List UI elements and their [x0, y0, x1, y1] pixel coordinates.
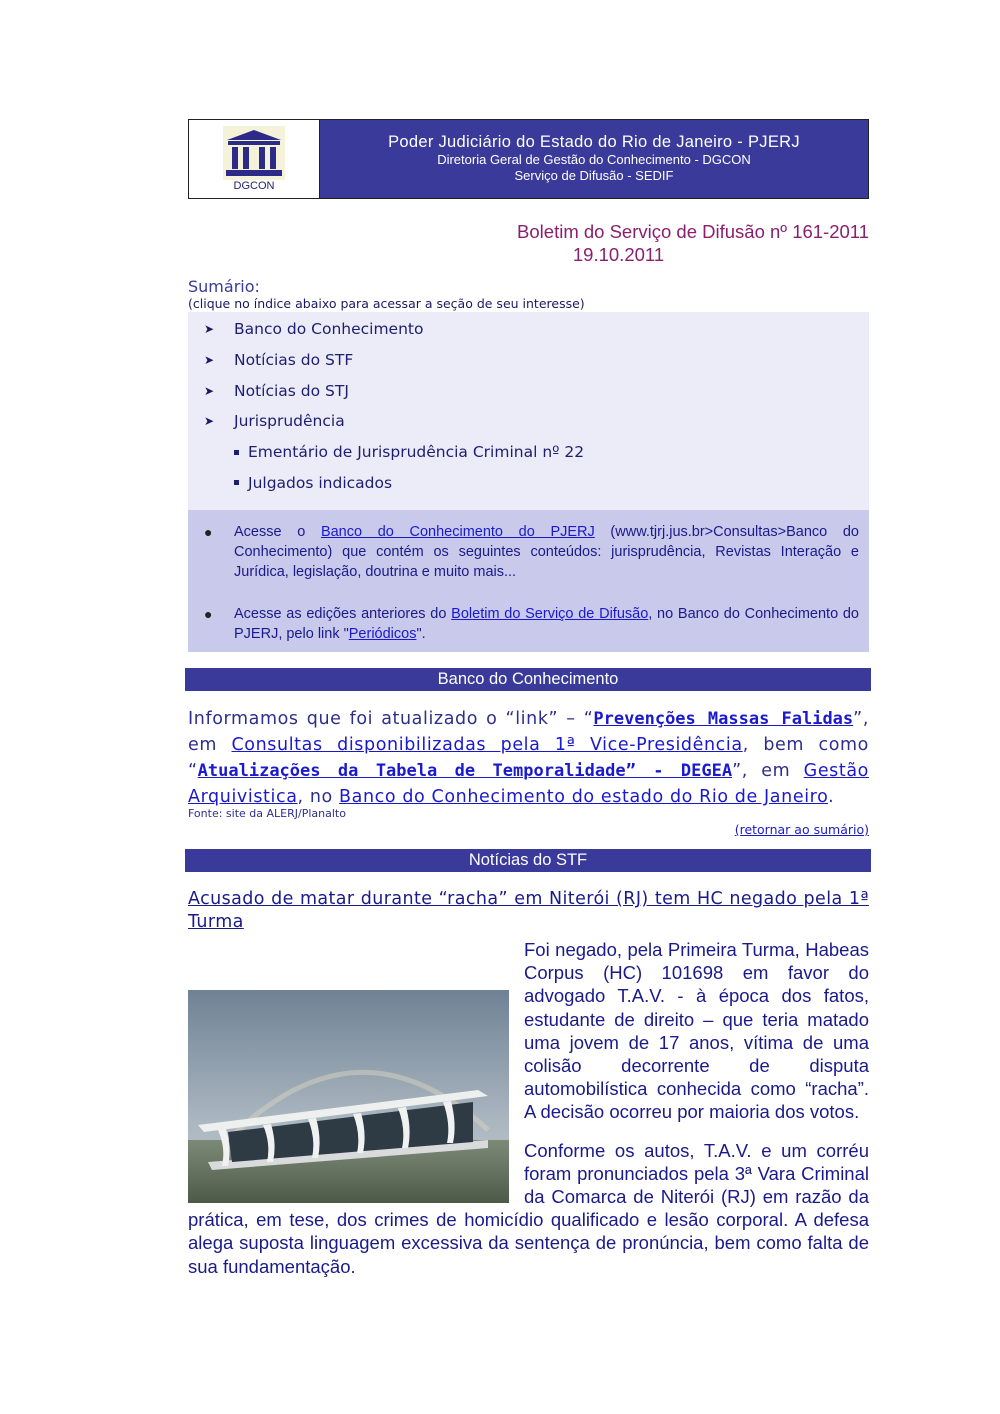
- header: [188, 119, 869, 199]
- gestao-arquivistica-link[interactable]: Gestão Arquivistica: [188, 761, 869, 808]
- news-body-text: [188, 938, 869, 1278]
- dot-bullet-icon: ●: [204, 606, 213, 623]
- banco-conhecimento-link[interactable]: Banco do Conhecimento do PJERJ: [320, 524, 595, 541]
- section-noticias-stf: Notícias do STF: [185, 849, 871, 872]
- return-to-summary: [188, 822, 869, 837]
- logo-text: DGCON: [233, 180, 275, 192]
- info-bullet-2: ● Acesse as edições anteriores do Boletim do Serviço de Difusão, no Banco do Conhecimento do PJERJ, pelo link "Periódicos".: [204, 606, 860, 643]
- info-bullet-1: ● Acesse o Banco do Conhecimento do PJERJ (www.tjrj.jus.br>Consultas>Banco do Conhecimento) que contém os seguintes conteúdos: jurisprudência, Revistas Interação e Jurídica, legislação, doutrina e muito mais...: [204, 524, 859, 581]
- toc-item-stj[interactable]: ➤ Notícias do STJ: [204, 375, 869, 406]
- section-banco-conhecimento: Banco do Conhecimento: [185, 668, 871, 691]
- banco-conhecimento-rj-link[interactable]: Banco do Conhecimento do estado do Rio de Janeiro: [339, 787, 829, 808]
- toc-subitem-ementario[interactable]: Ementário de Jurisprudência Criminal nº 22: [204, 437, 869, 468]
- header-subtitle: Diretoria Geral de Gestão do Conhecimento - DGCON: [437, 152, 751, 167]
- document-page: [188, 119, 869, 934]
- source-note: Fonte: site da ALERJ/Planalto: [188, 807, 346, 821]
- banco-paragraph: Informamos que foi atualizado o “link” – “Prevenções Massas Falidas”, em Consultas disponibilizadas pela 1ª Vice-Presidência, bem como “Atualizações da Tabela de Temporalidade” - DEGEA”, em Gestão Arquivistica, no Banco do Conhecimento do estado do Rio de Janeiro.: [188, 709, 869, 808]
- arrow-bullet-icon: ➤: [204, 322, 215, 337]
- news-paragraph-2-text: Conforme os autos, T.A.V. e um corréu foram pronunciados pela 3ª Vara Criminal da Comarca de Niterói (RJ) em razão da prática, em tese, dos crimes de homicídio qualificado e lesão corporal. A defesa alega suposta linguagem excessiva da sentença de pronúncia, bem como falta de sua fundamentação.: [188, 1139, 869, 1277]
- toc-item-stf[interactable]: ➤ Notícias do STF: [204, 345, 869, 376]
- arrow-bullet-icon: ➤: [204, 353, 215, 368]
- summary-note: (clique no índice abaixo para acessar a seção de seu interesse): [188, 296, 585, 311]
- boletim-link[interactable]: Boletim do Serviço de Difusão: [451, 606, 649, 623]
- courthouse-icon: [223, 126, 285, 180]
- consultas-vice-presidencia-link[interactable]: Consultas disponibilizadas pela 1ª Vice-Presidência: [231, 735, 743, 756]
- toc-item-jurisprudencia[interactable]: ➤ Jurisprudência: [204, 406, 869, 437]
- header-service: Serviço de Difusão - SEDIF: [514, 168, 674, 183]
- dot-bullet-icon: ●: [204, 524, 213, 541]
- logo: [189, 120, 320, 198]
- news-headline-link[interactable]: Acusado de matar durante “racha” em Niterói (RJ) tem HC negado pela 1ª Turma: [188, 889, 869, 933]
- toc-item-banco[interactable]: ➤ Banco do Conhecimento: [204, 314, 869, 345]
- tabela-temporalidade-link[interactable]: Atualizações da Tabela de Temporalidade” - DEGEA: [197, 761, 733, 782]
- summary-title: Sumário:: [188, 277, 260, 296]
- bulletin-heading: [188, 220, 869, 266]
- periodicos-link[interactable]: Periódicos: [348, 626, 417, 643]
- toc-subitem-julgados[interactable]: Julgados indicados: [204, 467, 869, 498]
- bulletin-date: 19.10.2011: [572, 244, 665, 265]
- bulletin-title: Boletim do Serviço de Difusão nº 161-2011: [517, 221, 869, 242]
- prevencoes-massas-falidas-link[interactable]: Prevenções Massas Falidas: [593, 709, 854, 730]
- header-title: Poder Judiciário do Estado do Rio de Janeiro - PJERJ: [388, 133, 800, 151]
- info-box: [188, 510, 869, 652]
- square-bullet-icon: [234, 480, 239, 485]
- arrow-bullet-icon: ➤: [204, 414, 215, 429]
- square-bullet-icon: [234, 450, 239, 455]
- news-paragraph-1-text: Foi negado, pela Primeira Turma, Habeas Corpus (HC) 101698 em favor do advogado T.A.V. - à época dos fatos, estudante de direito – que teria matado uma jovem de 17 anos, vítima de uma colisão decorrente de disputa automobilística conhecida como “racha”. A decisão ocorreu por maioria dos votos.: [524, 939, 869, 1123]
- arrow-bullet-icon: ➤: [204, 383, 215, 398]
- return-to-summary-link[interactable]: (retornar ao sumário): [734, 822, 869, 838]
- summary-index: [188, 312, 869, 510]
- header-band: [320, 120, 868, 198]
